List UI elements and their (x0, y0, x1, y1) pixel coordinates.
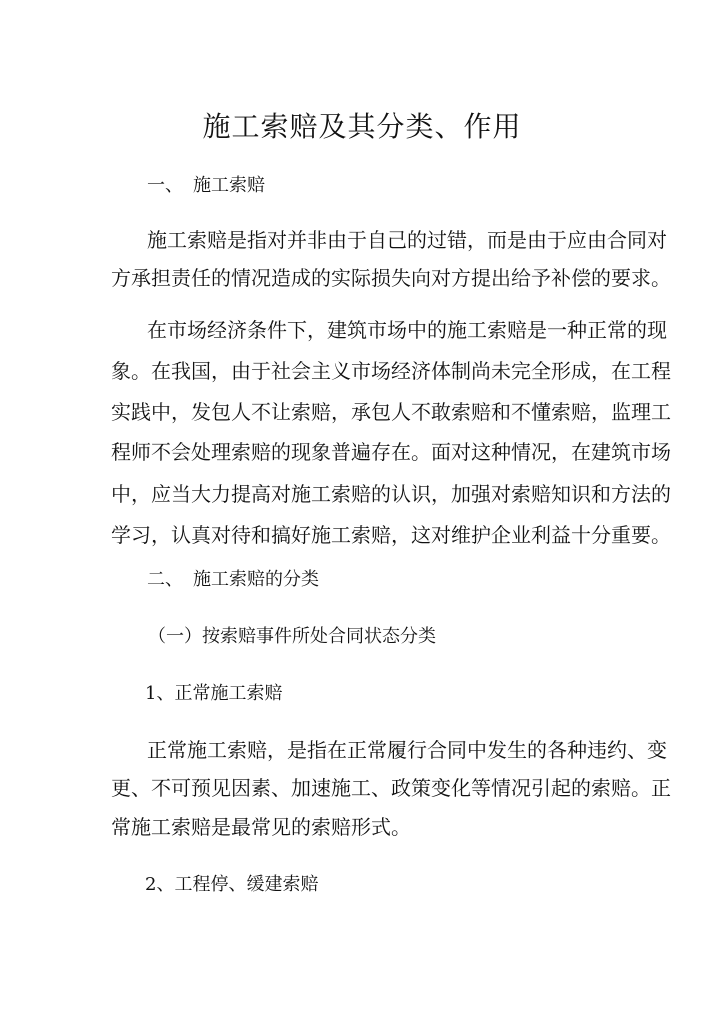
paragraph-line: 在市场经济条件下，建筑市场中的施工索赔是一种正常的现 (147, 318, 667, 342)
paragraph-line: 象。在我国，由于社会主义市场经济体制尚未完全形成，在工程 (111, 359, 671, 383)
paragraph-line: 施工索赔是指对并非由于自己的过错，而是由于应由合同对 (147, 228, 667, 252)
item-heading-1: 1、正常施工索赔 (145, 683, 283, 704)
document-title: 施工索赔及其分类、作用 (202, 110, 522, 143)
paragraph-line: 学习，认真对待和搞好施工索赔，这对维护企业利益十分重要。 (111, 523, 671, 547)
section-heading-1 (147, 174, 265, 198)
paragraph-line: 常施工索赔是最常见的索赔形式。 (111, 815, 411, 839)
section-number: 二、 (147, 569, 183, 590)
item-heading-2: 2、工程停、缓建索赔 (145, 874, 319, 895)
subsection-heading: （一）按索赔事件所处合同状态分类 (148, 626, 436, 647)
section-number: 一、 (147, 175, 183, 196)
paragraph-line: 更、不可预见因素、加速施工、政策变化等情况引起的索赔。正 (111, 776, 671, 800)
section-heading-2 (147, 568, 319, 592)
paragraph-line: 中，应当大力提高对施工索赔的认识，加强对索赔知识和方法的 (111, 482, 671, 506)
section-title: 施工索赔的分类 (193, 569, 319, 590)
paragraph-line: 正常施工索赔，是指在正常履行合同中发生的各种违约、变 (147, 738, 667, 762)
paragraph-line: 程师不会处理索赔的现象普遍存在。面对这种情况，在建筑市场 (111, 440, 671, 464)
paragraph-line: 实践中，发包人不让索赔，承包人不敢索赔和不懂索赔，监理工 (111, 400, 671, 424)
paragraph-line: 方承担责任的情况造成的实际损失向对方提出给予补偿的要求。 (111, 266, 671, 290)
section-title: 施工索赔 (193, 175, 265, 196)
